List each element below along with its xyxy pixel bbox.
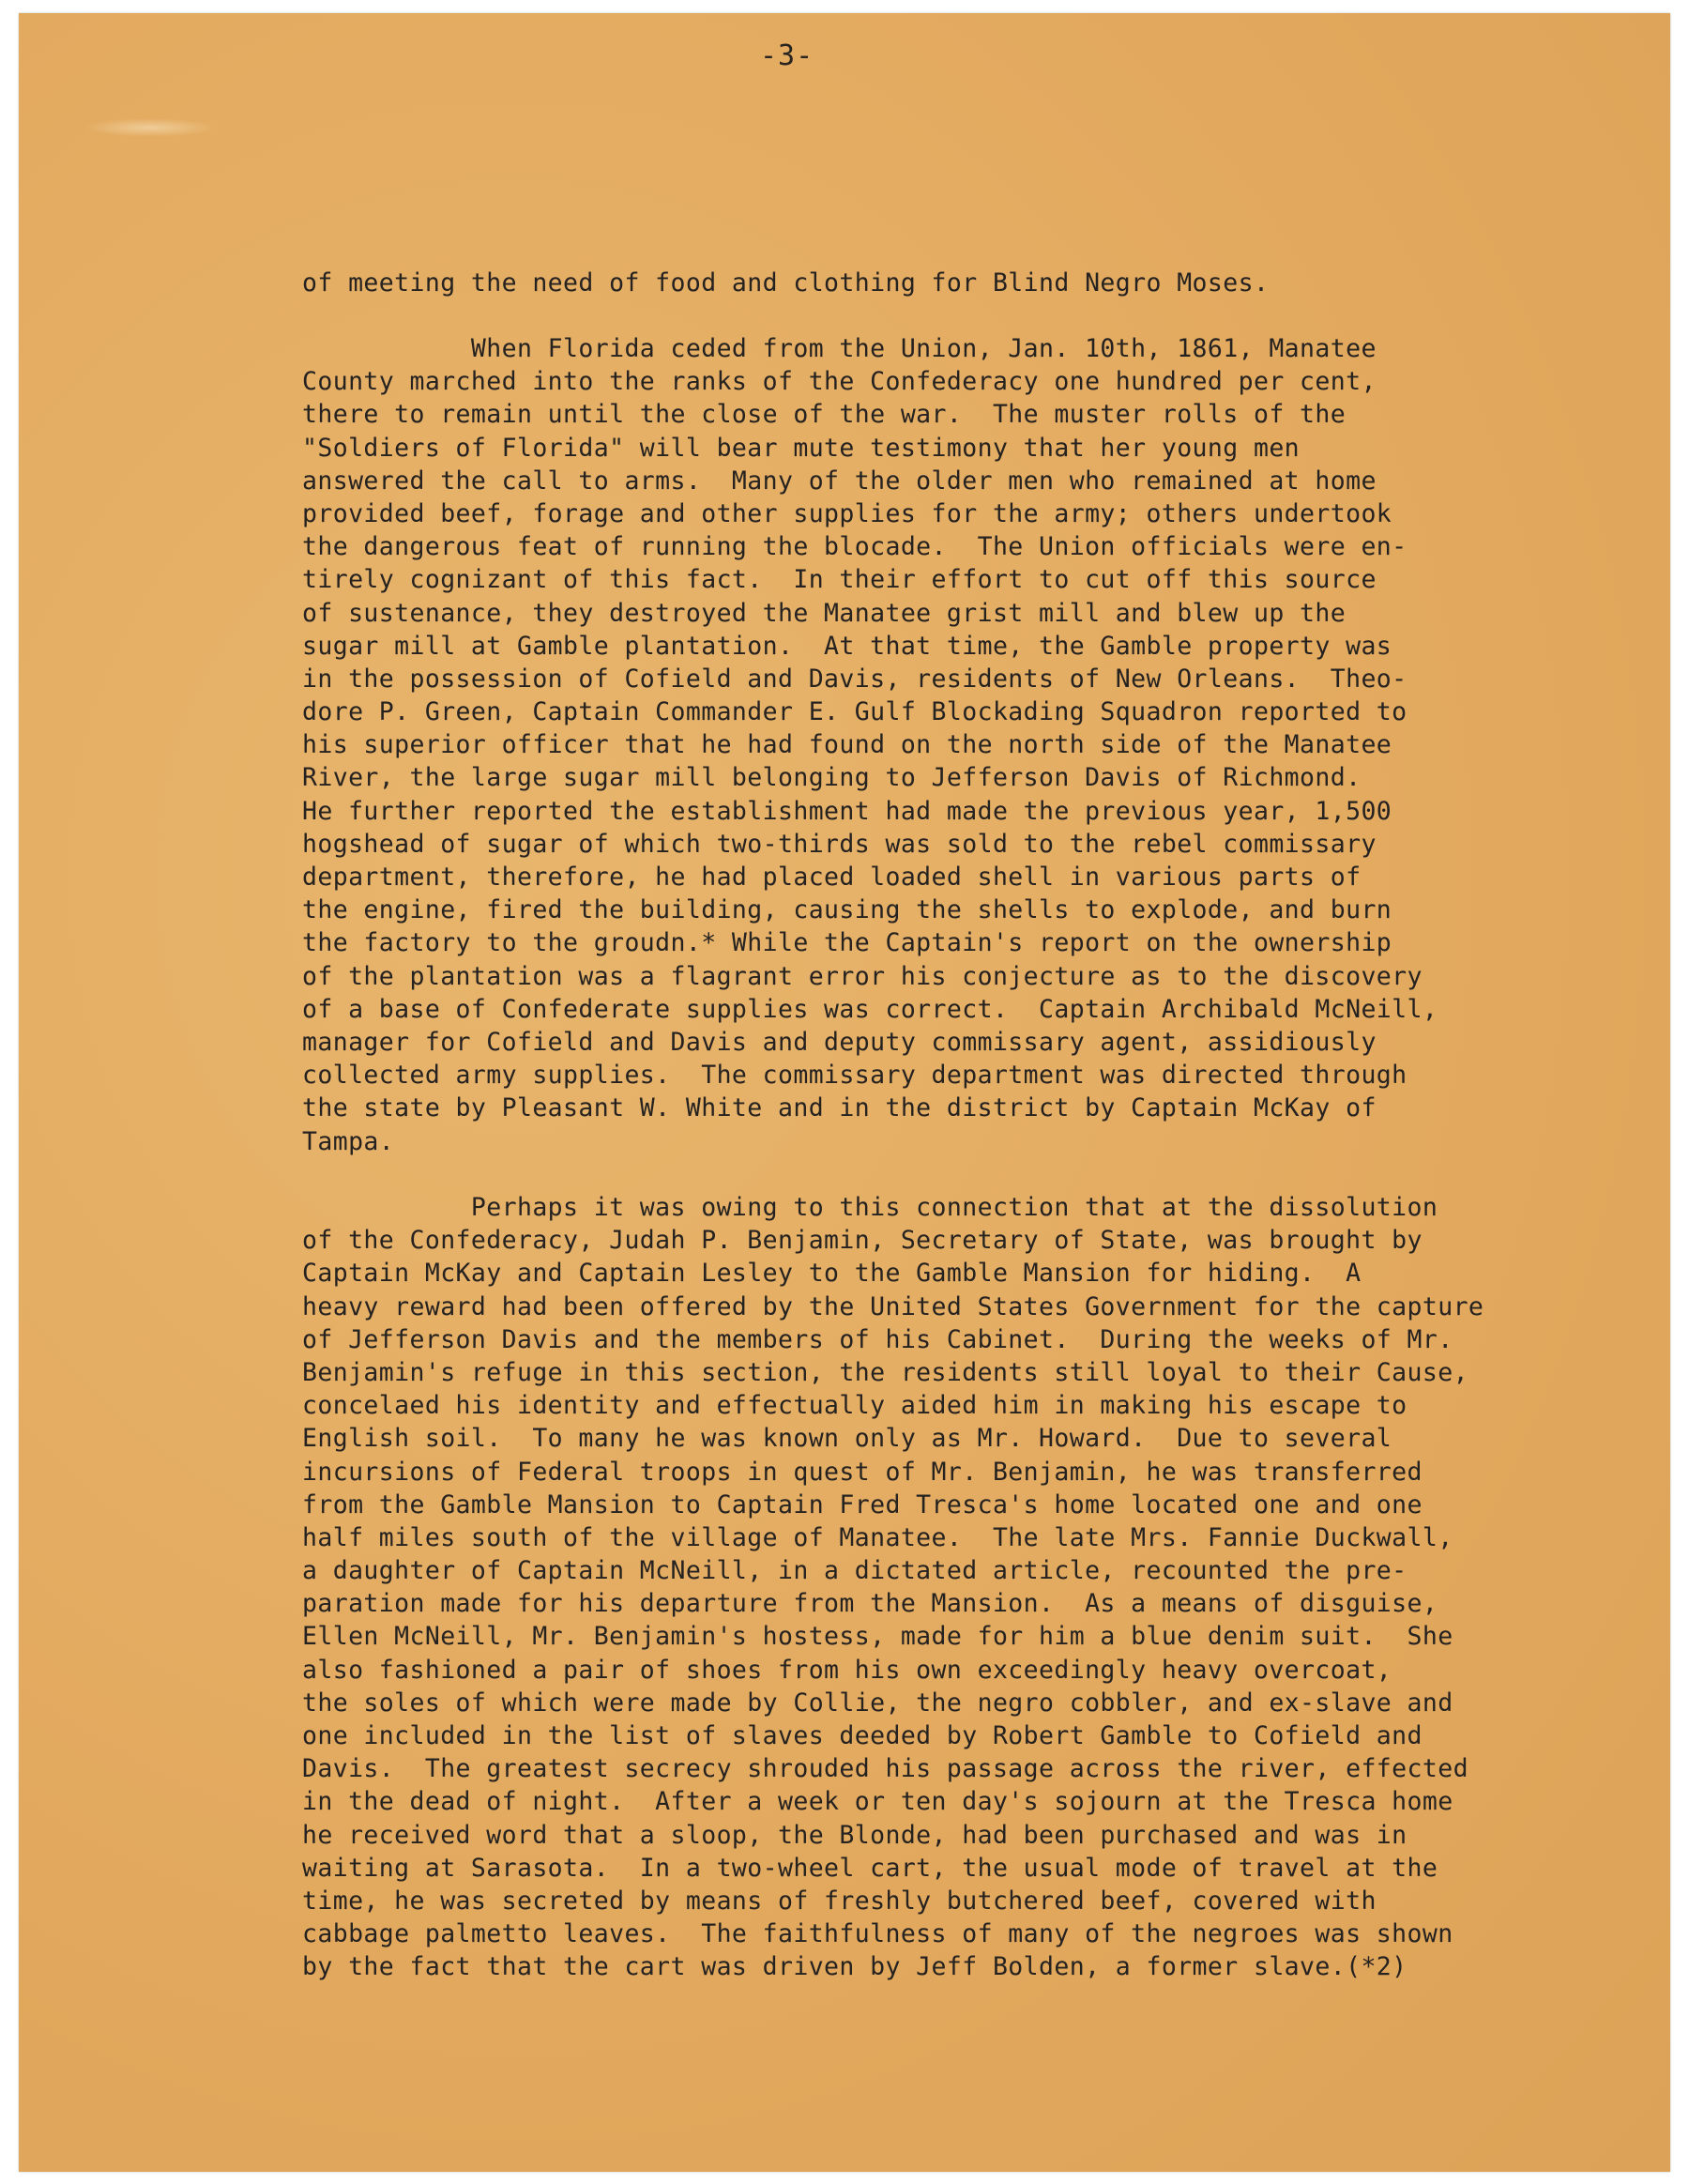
typed-line: heavy reward had been offered by the United States Government for the capture — [302, 1291, 1484, 1321]
typed-line: of Jefferson Davis and the members of his Cabinet. During the weeks of Mr. — [302, 1324, 1453, 1354]
typed-line: the soles of which were made by Collie, the negro cobbler, and ex-slave and — [302, 1688, 1453, 1718]
paragraph-florida-secession — [302, 332, 1635, 1158]
typed-line: Davis. The greatest secrecy shrouded his passage across the river, effected — [302, 1754, 1468, 1784]
typed-line: his superior officer that he had found on the north side of the Manatee — [302, 730, 1392, 760]
typed-line: hogshead of sugar of which two-thirds was sold to the rebel commissary — [302, 829, 1377, 859]
typed-line: in the dead of night. After a week or ten day's sojourn at the Tresca home — [302, 1787, 1453, 1817]
typed-line: time, he was secreted by means of freshly butchered beef, covered with — [302, 1886, 1377, 1916]
typed-line: department, therefore, he had placed loaded shell in various parts of — [302, 863, 1362, 892]
typed-line: Captain McKay and Captain Lesley to the Gamble Mansion for hiding. A — [302, 1259, 1362, 1289]
typed-line: one included in the list of slaves deeded by Robert Gamble to Cofield and — [302, 1721, 1423, 1750]
paragraph-benjamin-escape — [302, 1191, 1635, 1984]
typed-line: concelaed his identity and effectually aided him in making his escape to — [302, 1391, 1408, 1421]
typed-line: the engine, fired the building, causing the shells to explode, and burn — [302, 895, 1392, 925]
typed-page — [19, 13, 1670, 2172]
typed-line: County marched into the ranks of the Confederacy one hundred per cent, — [302, 367, 1377, 397]
typed-line: Benjamin's refuge in this section, the residents still loyal to their Cause, — [302, 1357, 1468, 1387]
typed-line: the dangerous feat of running the blocade. The Union officials were en- — [302, 532, 1408, 562]
typed-line: of meeting the need of food and clothing for Blind Negro Moses. — [302, 268, 1270, 298]
typed-line: there to remain until the close of the war. The muster rolls of the — [302, 400, 1347, 430]
typed-line: by the fact that the cart was driven by Jeff Bolden, a former slave.(*2) — [302, 1952, 1408, 1982]
typed-line: dore P. Green, Captain Commander E. Gulf Blockading Squadron reported to — [302, 697, 1408, 727]
typed-line: "Soldiers of Florida" will bear mute testimony that her young men — [302, 433, 1301, 463]
typed-line: the factory to the groudn.* While the Captain's report on the ownership — [302, 928, 1392, 958]
typed-line: sugar mill at Gamble plantation. At that time, the Gamble property was — [302, 631, 1392, 661]
typed-line: tirely cognizant of this fact. In their effort to cut off this source — [302, 565, 1377, 595]
typed-line: incursions of Federal troops in quest of Mr. Benjamin, he was transferred — [302, 1457, 1423, 1487]
typed-line: collected army supplies. The commissary department was directed through — [302, 1061, 1408, 1091]
typed-line: paration made for his departure from the Mansion. As a means of disguise, — [302, 1589, 1438, 1619]
typed-line: answered the call to arms. Many of the older men who remained at home — [302, 466, 1377, 496]
paragraph-continuation — [302, 267, 1635, 299]
typed-line: When Florida ceded from the Union, Jan. 10th, 1861, Manatee — [302, 334, 1377, 363]
typed-line: cabbage palmetto leaves. The faithfulness of many of the negroes was shown — [302, 1919, 1453, 1949]
typed-line: of a base of Confederate supplies was correct. Captain Archibald McNeill, — [302, 994, 1438, 1024]
typed-line: He further reported the establishment had made the previous year, 1,500 — [302, 796, 1392, 826]
typed-line: he received word that a sloop, the Blonde, had been purchased and was in — [302, 1820, 1408, 1850]
page-number: -3- — [760, 39, 814, 72]
paper-smudge — [84, 118, 216, 137]
typed-line: manager for Cofield and Davis and deputy commissary agent, assidiously — [302, 1027, 1377, 1057]
typed-line: also fashioned a pair of shoes from his own exceedingly heavy overcoat, — [302, 1655, 1392, 1685]
typed-line: from the Gamble Mansion to Captain Fred Tresca's home located one and one — [302, 1489, 1423, 1520]
typed-line: Perhaps it was owing to this connection that at the dissolution — [302, 1193, 1438, 1222]
typed-line: half miles south of the village of Manatee. The late Mrs. Fannie Duckwall, — [302, 1522, 1453, 1552]
typed-line: waiting at Sarasota. In a two-wheel cart, the usual mode of travel at the — [302, 1853, 1438, 1883]
typed-line: Ellen McNeill, Mr. Benjamin's hostess, made for him a blue denim suit. She — [302, 1622, 1453, 1652]
typed-line: Tampa. — [302, 1126, 395, 1156]
typed-line: the state by Pleasant W. White and in the district by Captain McKay of — [302, 1093, 1377, 1123]
typed-line: of the plantation was a flagrant error his conjecture as to the discovery — [302, 961, 1423, 991]
typed-line: of sustenance, they destroyed the Manatee grist mill and blew up the — [302, 598, 1347, 628]
typed-line: in the possession of Cofield and Davis, residents of New Orleans. Theo- — [302, 664, 1408, 694]
typed-line: of the Confederacy, Judah P. Benjamin, Secretary of State, was brought by — [302, 1226, 1423, 1256]
typed-line: English soil. To many he was known only as Mr. Howard. Due to several — [302, 1424, 1392, 1454]
typed-line: a daughter of Captain McNeill, in a dictated article, recounted the pre- — [302, 1556, 1408, 1586]
typed-line: provided beef, forage and other supplies for the army; others undertook — [302, 498, 1392, 528]
typed-line: River, the large sugar mill belonging to Jefferson Davis of Richmond. — [302, 763, 1362, 793]
